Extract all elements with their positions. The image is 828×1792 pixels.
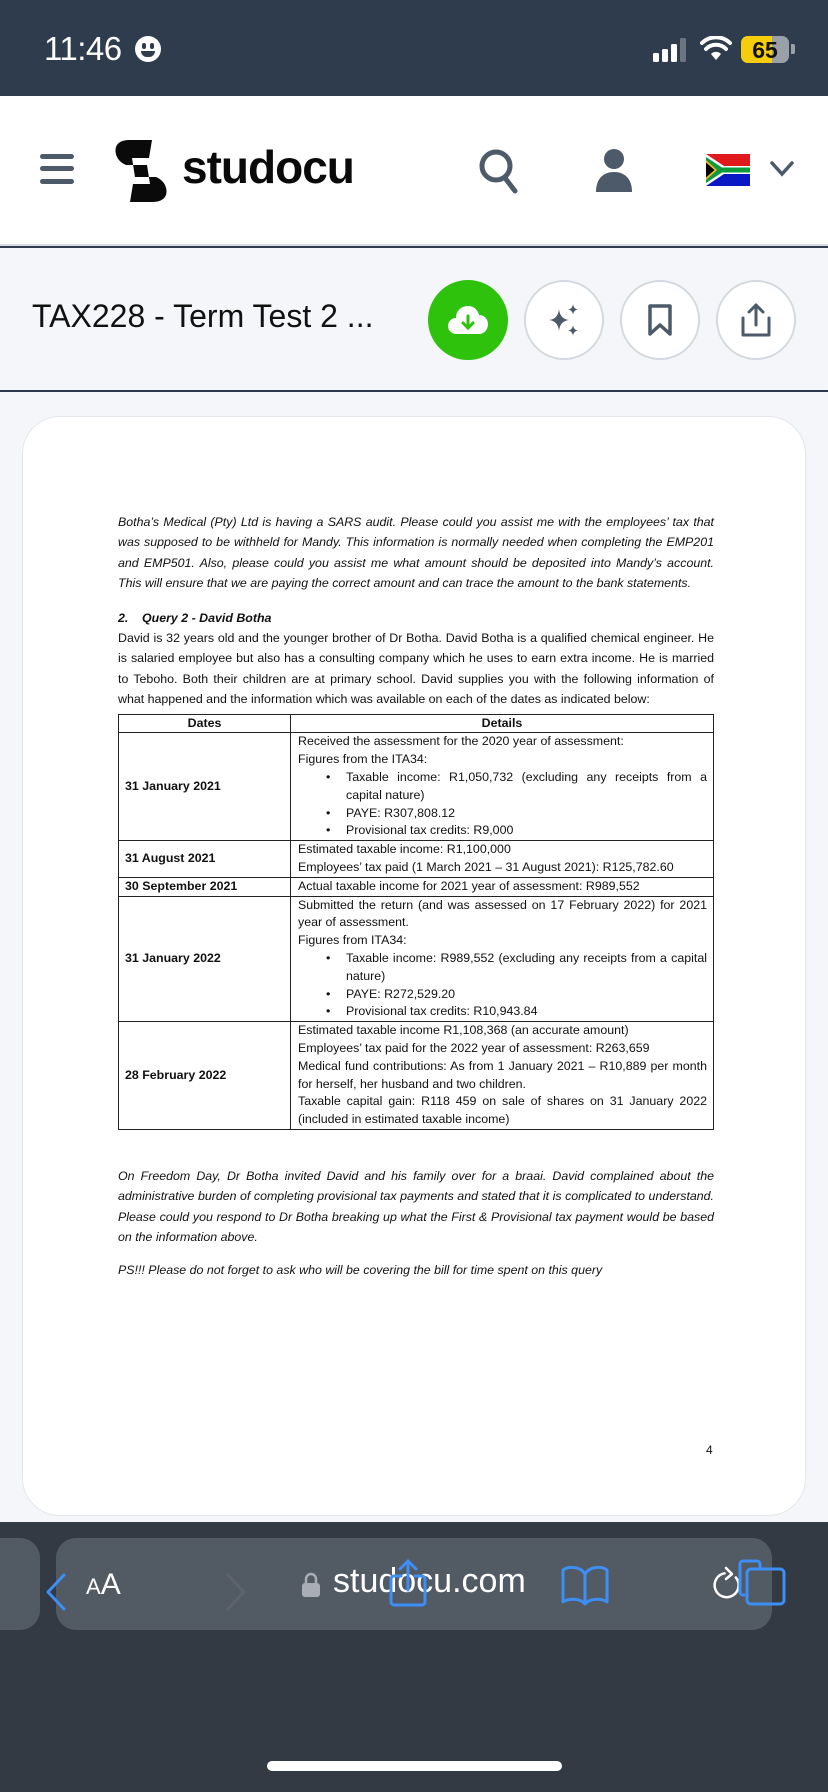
user-icon[interactable] — [596, 148, 632, 192]
document-title: TAX228 - Term Test 2 ... — [32, 298, 374, 334]
row-date: 31 January 2021 — [119, 733, 291, 841]
studocu-logo-icon[interactable] — [112, 140, 176, 202]
cloud-download-icon — [447, 304, 489, 336]
url-text[interactable]: studocu.com — [333, 1562, 526, 1600]
row-date: 30 September 2021 — [119, 877, 291, 896]
row-date: 31 January 2022 — [119, 896, 291, 1022]
row-details — [291, 1022, 714, 1130]
battery-icon — [741, 36, 789, 63]
table-header-details: Details — [291, 714, 714, 733]
detail-line: Received the assessment for the 2020 year of assessment: — [298, 734, 624, 749]
row-date: 31 August 2021 — [119, 841, 291, 878]
cellular-signal-icon — [653, 38, 689, 62]
sparkles-icon — [547, 303, 581, 337]
table-row — [119, 896, 714, 1022]
query-paragraph: David is 32 years old and the younger brother of Dr Botha. David Botha is a qualified chemical engineer. He is salaried employee but also has a consulting company which he uses to earn extra income. He is married to Teboho. Both their children are at primary school. David supplies you with the following information of what happened and the information which was available on each of the dates as indicated below: — [118, 631, 714, 707]
detail-bullet: • Provisional tax credits: R10,943.84 — [326, 1003, 707, 1021]
text-size-button[interactable]: AA — [86, 1568, 121, 1601]
battery-tip — [791, 44, 795, 54]
table-row — [119, 733, 714, 841]
detail-bullets — [298, 769, 707, 840]
share-button[interactable] — [716, 280, 796, 360]
document-title-bar — [0, 248, 828, 390]
battery-percent: 65 — [752, 37, 778, 63]
document-page — [22, 416, 806, 1516]
detail-bullet: • Provisional tax credits: R9,000 — [326, 822, 707, 840]
query-title: Query 2 - David Botha — [142, 610, 272, 625]
table-row — [119, 1022, 714, 1130]
ai-assist-button[interactable] — [524, 280, 604, 360]
row-date: 28 February 2022 — [119, 1022, 291, 1130]
detail-line: Figures from ITA34: — [298, 933, 407, 948]
home-indicator[interactable] — [267, 1761, 562, 1771]
south-africa-flag-icon[interactable] — [706, 154, 750, 186]
top-navigation — [0, 96, 828, 246]
row-details — [291, 896, 714, 1022]
detail-bullet: • Taxable income: R1,050,732 (excluding any receipts from a capital nature) — [326, 769, 707, 805]
ps-note: PS!!! Please do not forget to ask who will be covering the bill for time spent on this query — [118, 1262, 603, 1277]
bookmarks-book-icon[interactable] — [560, 1564, 610, 1606]
detail-line: Taxable capital gain: R118 459 on sale of shares on 31 January 2022 (included in estimated taxable income) — [298, 1094, 707, 1127]
lock-icon — [301, 1572, 321, 1598]
smiley-face-icon — [135, 36, 161, 62]
detail-line: Medical fund contributions: As from 1 January 2021 – R10,889 per month for herself, her husband and two children. — [298, 1058, 707, 1091]
detail-line: Employees’ tax paid (1 March 2021 – 31 August 2021): R125,782.60 — [298, 860, 674, 875]
detail-line: Estimated taxable income: R1,100,000 — [298, 842, 511, 857]
menu-icon[interactable] — [40, 154, 74, 184]
bookmark-button[interactable] — [620, 280, 700, 360]
query-number: 2. — [118, 610, 129, 625]
detail-bullet: • PAYE: R307,808.12 — [326, 805, 707, 823]
forward-arrow-icon[interactable] — [222, 1572, 248, 1612]
detail-bullets — [298, 950, 707, 1021]
detail-line: Figures from the ITA34: — [298, 752, 428, 767]
browser-toolbar — [0, 1522, 828, 1792]
chevron-down-icon[interactable] — [769, 160, 795, 178]
intro-paragraph: Botha’s Medical (Pty) Ltd is having a SARS audit. Please could you assist me with the employees’ tax that was supposed to be withheld for Mandy. This information is normally needed when completing the EMP201 and EMP501. Also, please could you assist me what amount should be deposited into Mandy’s account. This will ensure that we are paying the correct amount and can trace the amount to the bank statements. — [118, 515, 714, 591]
detail-line: Actual taxable income for 2021 year of assessment: R989,552 — [298, 878, 640, 893]
table-row — [119, 841, 714, 878]
bookmark-icon — [647, 303, 673, 337]
document-body — [118, 512, 714, 1280]
previous-tab-preview[interactable] — [0, 1538, 40, 1630]
query-heading — [118, 608, 714, 628]
studocu-wordmark[interactable]: studocu — [182, 141, 354, 193]
table-row — [119, 877, 714, 896]
tabs-icon[interactable] — [738, 1558, 788, 1608]
detail-line: Employees’ tax paid for the 2022 year of assessment: R263,659 — [298, 1041, 650, 1055]
document-viewer[interactable] — [0, 392, 828, 1522]
detail-bullet: • PAYE: R272,529.20 — [326, 986, 707, 1004]
dates-details-table — [118, 714, 714, 1130]
share-icon — [740, 302, 772, 338]
row-details — [291, 841, 714, 878]
status-bar — [0, 0, 828, 96]
detail-line: Submitted the return (and was assessed on 17 February 2022) for 2021 year of assessment. — [298, 897, 707, 930]
row-details — [291, 877, 714, 896]
table-header-dates: Dates — [119, 714, 291, 733]
search-icon[interactable] — [478, 148, 522, 194]
status-time: 11:46 — [44, 30, 122, 67]
detail-bullet: • Taxable income: R989,552 (excluding any receipts from a capital nature) — [326, 950, 707, 986]
page-number: 4 — [706, 1443, 713, 1457]
table-header-row — [119, 714, 714, 733]
detail-line: Estimated taxable income R1,108,368 (an accurate amount) — [298, 1023, 629, 1038]
row-details — [291, 733, 714, 841]
wifi-icon — [700, 36, 732, 62]
closing-paragraph: On Freedom Day, Dr Botha invited David and his family over for a braai. David complained about the administrative burden of completing provisional tax payments and stated that it is complicated to understand. Please could you respond to Dr Botha breaking up what the First & Provisional tax payment would be based on the information above. — [118, 1168, 714, 1245]
share-icon[interactable] — [388, 1558, 428, 1608]
download-button[interactable] — [428, 280, 508, 360]
back-arrow-icon[interactable] — [44, 1572, 70, 1612]
